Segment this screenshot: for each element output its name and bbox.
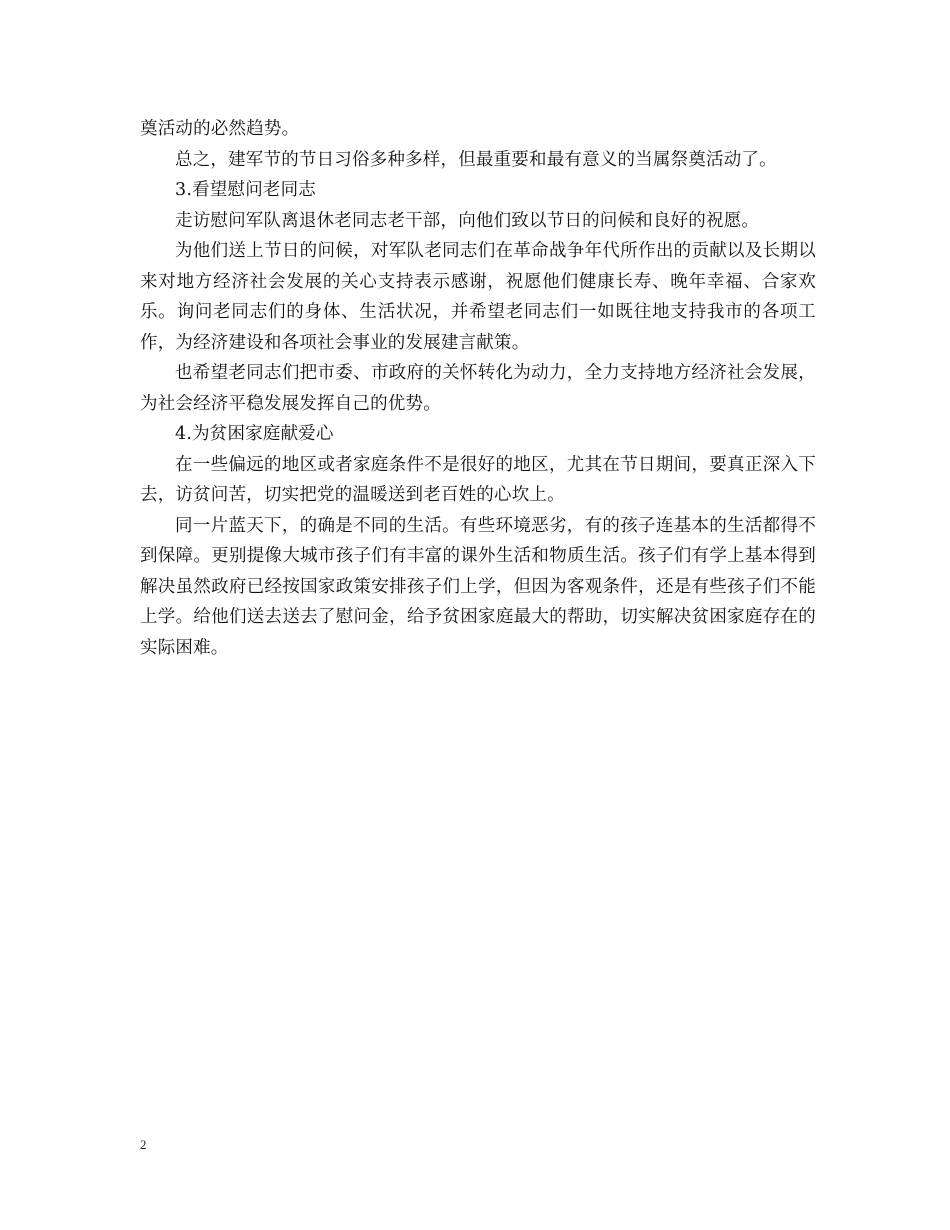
document-body <box>140 114 816 663</box>
paragraph-remote-areas: 在一些偏远的地区或者家庭条件不是很好的地区，尤其在节日期间，要真正深入下去，访贫问苦，切实把党的温暖送到老百姓的心坎上。 <box>140 454 816 505</box>
paragraph-support-development: 也希望老同志们把市委、市政府的关怀转化为动力，全力支持地方经济社会发展，为社会经济平稳发展发挥自己的优势。 <box>140 363 816 414</box>
section-heading-visit-veterans: 3.看望慰问老同志 <box>175 180 316 200</box>
paragraph-visit-veterans: 走访慰问军队离退休老同志老干部，向他们致以节日的问候和良好的祝愿。 <box>175 210 760 231</box>
paragraph-continuation: 奠活动的必然趋势。 <box>140 119 300 139</box>
paragraph-holiday-greetings: 为他们送上节日的问候，对军队老同志们在革命战争年代所作出的贡献以及长期以来对地方经济社会发展的关心支持表示感谢，祝愿他们健康长寿、晚年幸福、合家欢乐。询问老同志们的身体、生活状况，并希望老同志们一如既往地支持我市的各项工作，为经济建设和各项社会事业的发展建言献策。 <box>140 241 816 353</box>
section-heading-poor-families: 4.为贫困家庭献爱心 <box>175 424 334 444</box>
page-number: 2 <box>140 1137 147 1152</box>
paragraph-summary: 总之，建军节的节日习俗多种多样，但最重要和最有意义的当属祭奠活动了。 <box>175 149 777 170</box>
paragraph-children-education: 同一片蓝天下，的确是不同的生活。有些环境恶劣，有的孩子连基本的生活都得不到保障。更别提像大城市孩子们有丰富的课外生活和物质生活。孩子们有学上基本得到解决虽然政府已经按国家政策安排孩子们上学，但因为客观条件，还是有些孩子们不能上学。给他们送去送去了慰问金，给予贫困家庭最大的帮助，切实解决贫困家庭存在的实际困难。 <box>140 515 816 658</box>
